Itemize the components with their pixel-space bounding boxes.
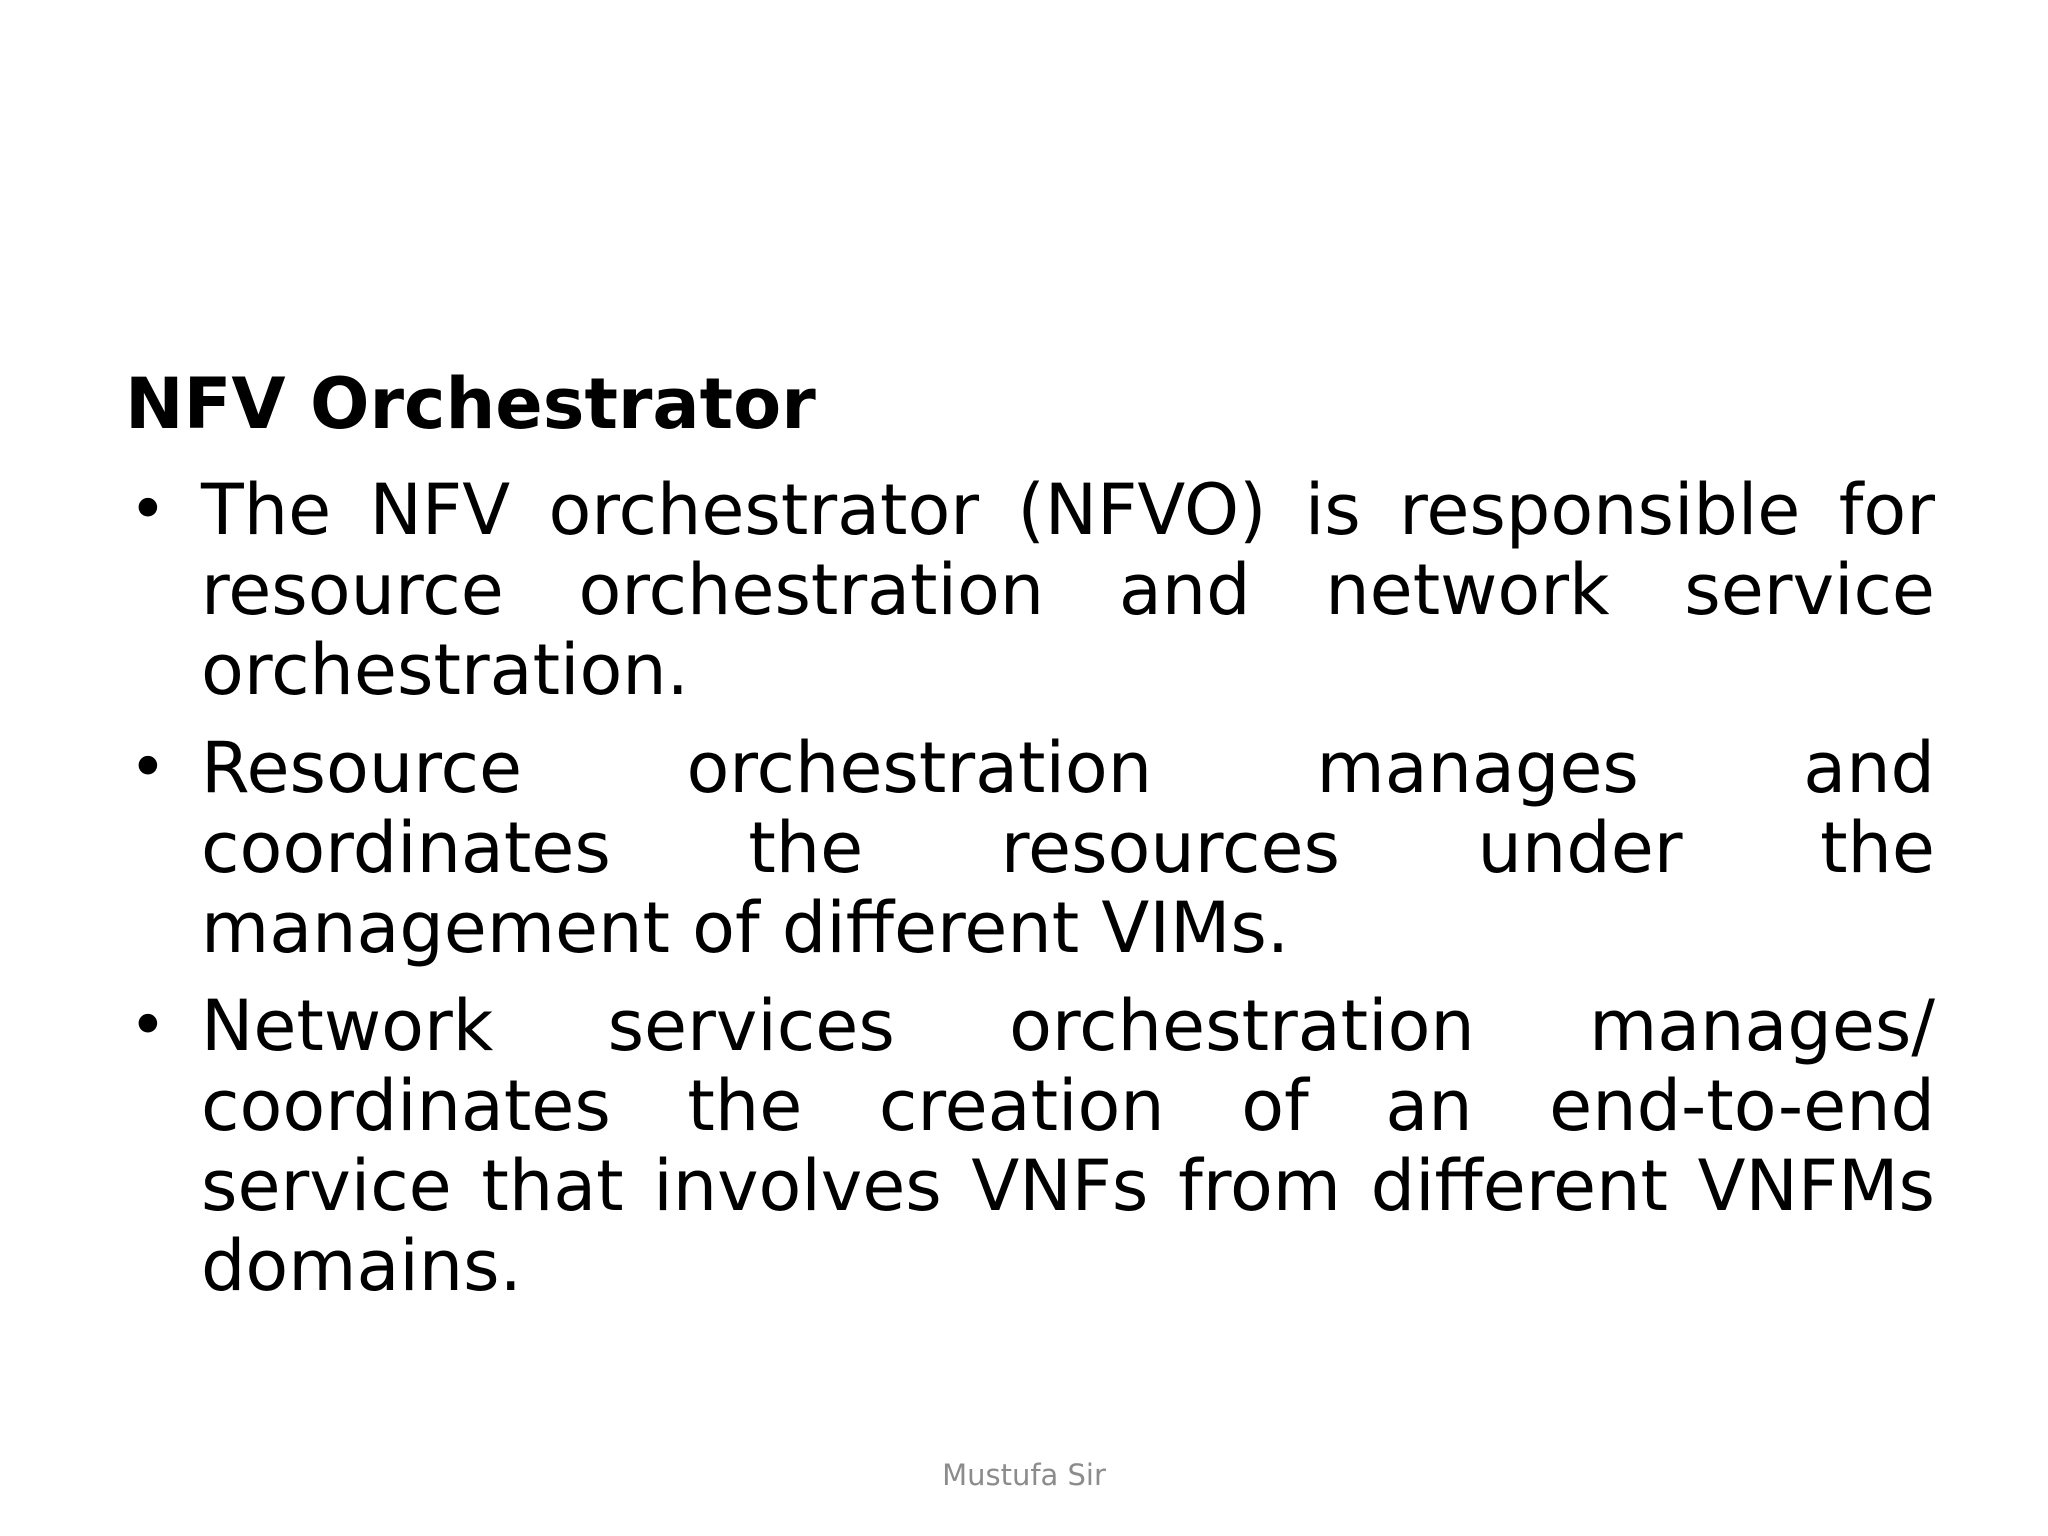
bullet-icon: • [129, 731, 167, 805]
footer-text: Mustufa Sir [942, 1458, 1106, 1492]
bullet-text-1: The NFV orchestrator (NFVO) is responsible for resource orchestration and network service orchestration. [201, 469, 1935, 711]
bullet-item-2 [125, 728, 1935, 968]
bullet-text-3: Network services orchestration manages/ coordinates the creation of an end-to-end service that involves VNFs from different VNFMs domains. [201, 985, 1935, 1307]
bullet-item-3 [125, 986, 1935, 1306]
bullet-item-1 [125, 470, 1935, 710]
bullet-list [125, 470, 1935, 1324]
bullet-icon: • [129, 989, 167, 1063]
slide-heading: NFV Orchestrator [125, 363, 816, 445]
bullet-text-2: Resource orchestration manages and coordinates the resources under the management of different VIMs. [201, 727, 1935, 969]
bullet-icon: • [129, 473, 167, 547]
